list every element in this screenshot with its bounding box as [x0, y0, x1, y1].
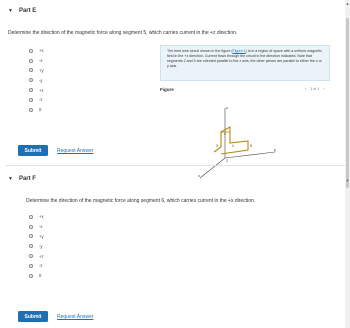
radio-button[interactable] — [29, 254, 33, 258]
part-e-options — [29, 46, 44, 115]
option-label: -z — [39, 97, 43, 103]
z-axis-label: z — [226, 105, 228, 110]
part-f-submit-button[interactable]: Submit — [18, 311, 48, 322]
option-label: +y — [39, 67, 44, 73]
radio-button[interactable] — [29, 234, 33, 238]
part-f-options — [29, 212, 44, 281]
option-row[interactable] — [29, 261, 44, 271]
collapse-triangle-icon[interactable]: ▼ — [8, 176, 13, 182]
figure-link[interactable]: Figure 1 — [232, 49, 246, 53]
radio-button[interactable] — [29, 98, 33, 102]
option-row[interactable] — [29, 85, 44, 95]
option-label: 0 — [39, 107, 42, 113]
part-e-question: Determine the direction of the magnetic force along segment 5, which carries current in the +z direction. — [8, 30, 238, 36]
part-e-header[interactable] — [8, 8, 36, 14]
option-row[interactable] — [29, 46, 44, 56]
radio-button[interactable] — [29, 78, 33, 82]
option-label: +z — [39, 87, 44, 93]
bent-wire-circuit — [214, 127, 248, 154]
pager-text: 1 of 1 — [310, 87, 320, 91]
option-row[interactable] — [29, 66, 44, 76]
option-row[interactable] — [29, 232, 44, 242]
option-label: -z — [39, 263, 43, 269]
option-label: -x — [39, 224, 43, 230]
figure-pager — [305, 87, 324, 91]
part-f-title: Part F — [18, 176, 36, 182]
radio-button[interactable] — [29, 215, 33, 219]
radio-button[interactable] — [29, 59, 33, 63]
option-row[interactable] — [29, 75, 44, 85]
option-row[interactable] — [29, 56, 44, 66]
part-f-request-answer-link[interactable]: Request Answer — [57, 314, 94, 320]
segment-label: 3 — [216, 144, 218, 148]
option-label: -y — [39, 77, 43, 83]
option-row[interactable] — [29, 241, 44, 251]
option-label: -y — [39, 243, 43, 249]
option-row[interactable] — [29, 222, 44, 232]
part-e-request-answer-link[interactable]: Request Answer — [57, 148, 94, 154]
option-label: +x — [39, 48, 44, 54]
info-text-pre: The bent wire circuit shown in the figure ( — [167, 49, 233, 53]
info-text-post: ) is in a region of space with a uniform magnetic field in the +z direction. Current flows through the circuit in the direction indicated. Note that segments 2 and 5 are oriented parallel to the z axis; the other pieces are parallel to either the x or y axis. — [167, 49, 322, 68]
radio-button[interactable] — [29, 88, 33, 92]
scrollbar-thumb[interactable] — [346, 18, 349, 188]
y-axis-label: y — [274, 147, 276, 152]
option-row[interactable] — [29, 251, 44, 261]
pager-next-icon[interactable]: › — [323, 87, 325, 91]
option-row[interactable] — [29, 212, 44, 222]
option-label: 0 — [39, 273, 42, 279]
part-e-title: Part E — [18, 8, 37, 14]
segment-label: 5 — [250, 144, 252, 148]
radio-button[interactable] — [29, 68, 33, 72]
y-axis-line — [225, 152, 275, 158]
part-e-submit-button[interactable]: Submit — [18, 145, 48, 156]
segment-label: 1 — [232, 144, 234, 148]
scrollbar[interactable] — [345, 0, 350, 328]
option-label: +x — [39, 214, 44, 220]
option-row[interactable] — [29, 105, 44, 115]
figure-info-box — [160, 45, 330, 81]
radio-button[interactable] — [29, 108, 33, 112]
option-label: +y — [39, 233, 44, 239]
section-divider — [6, 165, 350, 166]
figure-label: Figure — [160, 87, 174, 92]
x-axis-label: x — [198, 173, 200, 178]
part-f-question: Determine the direction of the magnetic force along segment 6, which carries current in the +x direction. — [26, 198, 256, 204]
radio-button[interactable] — [29, 225, 33, 229]
segment-label: 2 — [226, 159, 228, 163]
scroll-up-icon[interactable]: ▲ — [345, 1, 350, 6]
option-label: +z — [39, 253, 44, 259]
radio-button[interactable] — [29, 264, 33, 268]
radio-button[interactable] — [29, 49, 33, 53]
part-f-header[interactable] — [8, 176, 36, 182]
scroll-down-icon[interactable]: ▼ — [345, 178, 350, 183]
radio-button[interactable] — [29, 244, 33, 248]
segment-label: 4 — [224, 132, 226, 136]
option-label: -x — [39, 58, 43, 64]
collapse-triangle-icon[interactable]: ▼ — [8, 8, 13, 14]
x-axis-line — [200, 158, 225, 178]
circuit-figure — [190, 100, 280, 180]
radio-button[interactable] — [29, 274, 33, 278]
option-row[interactable] — [29, 271, 44, 281]
option-row[interactable] — [29, 95, 44, 105]
pager-prev-icon[interactable]: ‹ — [305, 87, 307, 91]
